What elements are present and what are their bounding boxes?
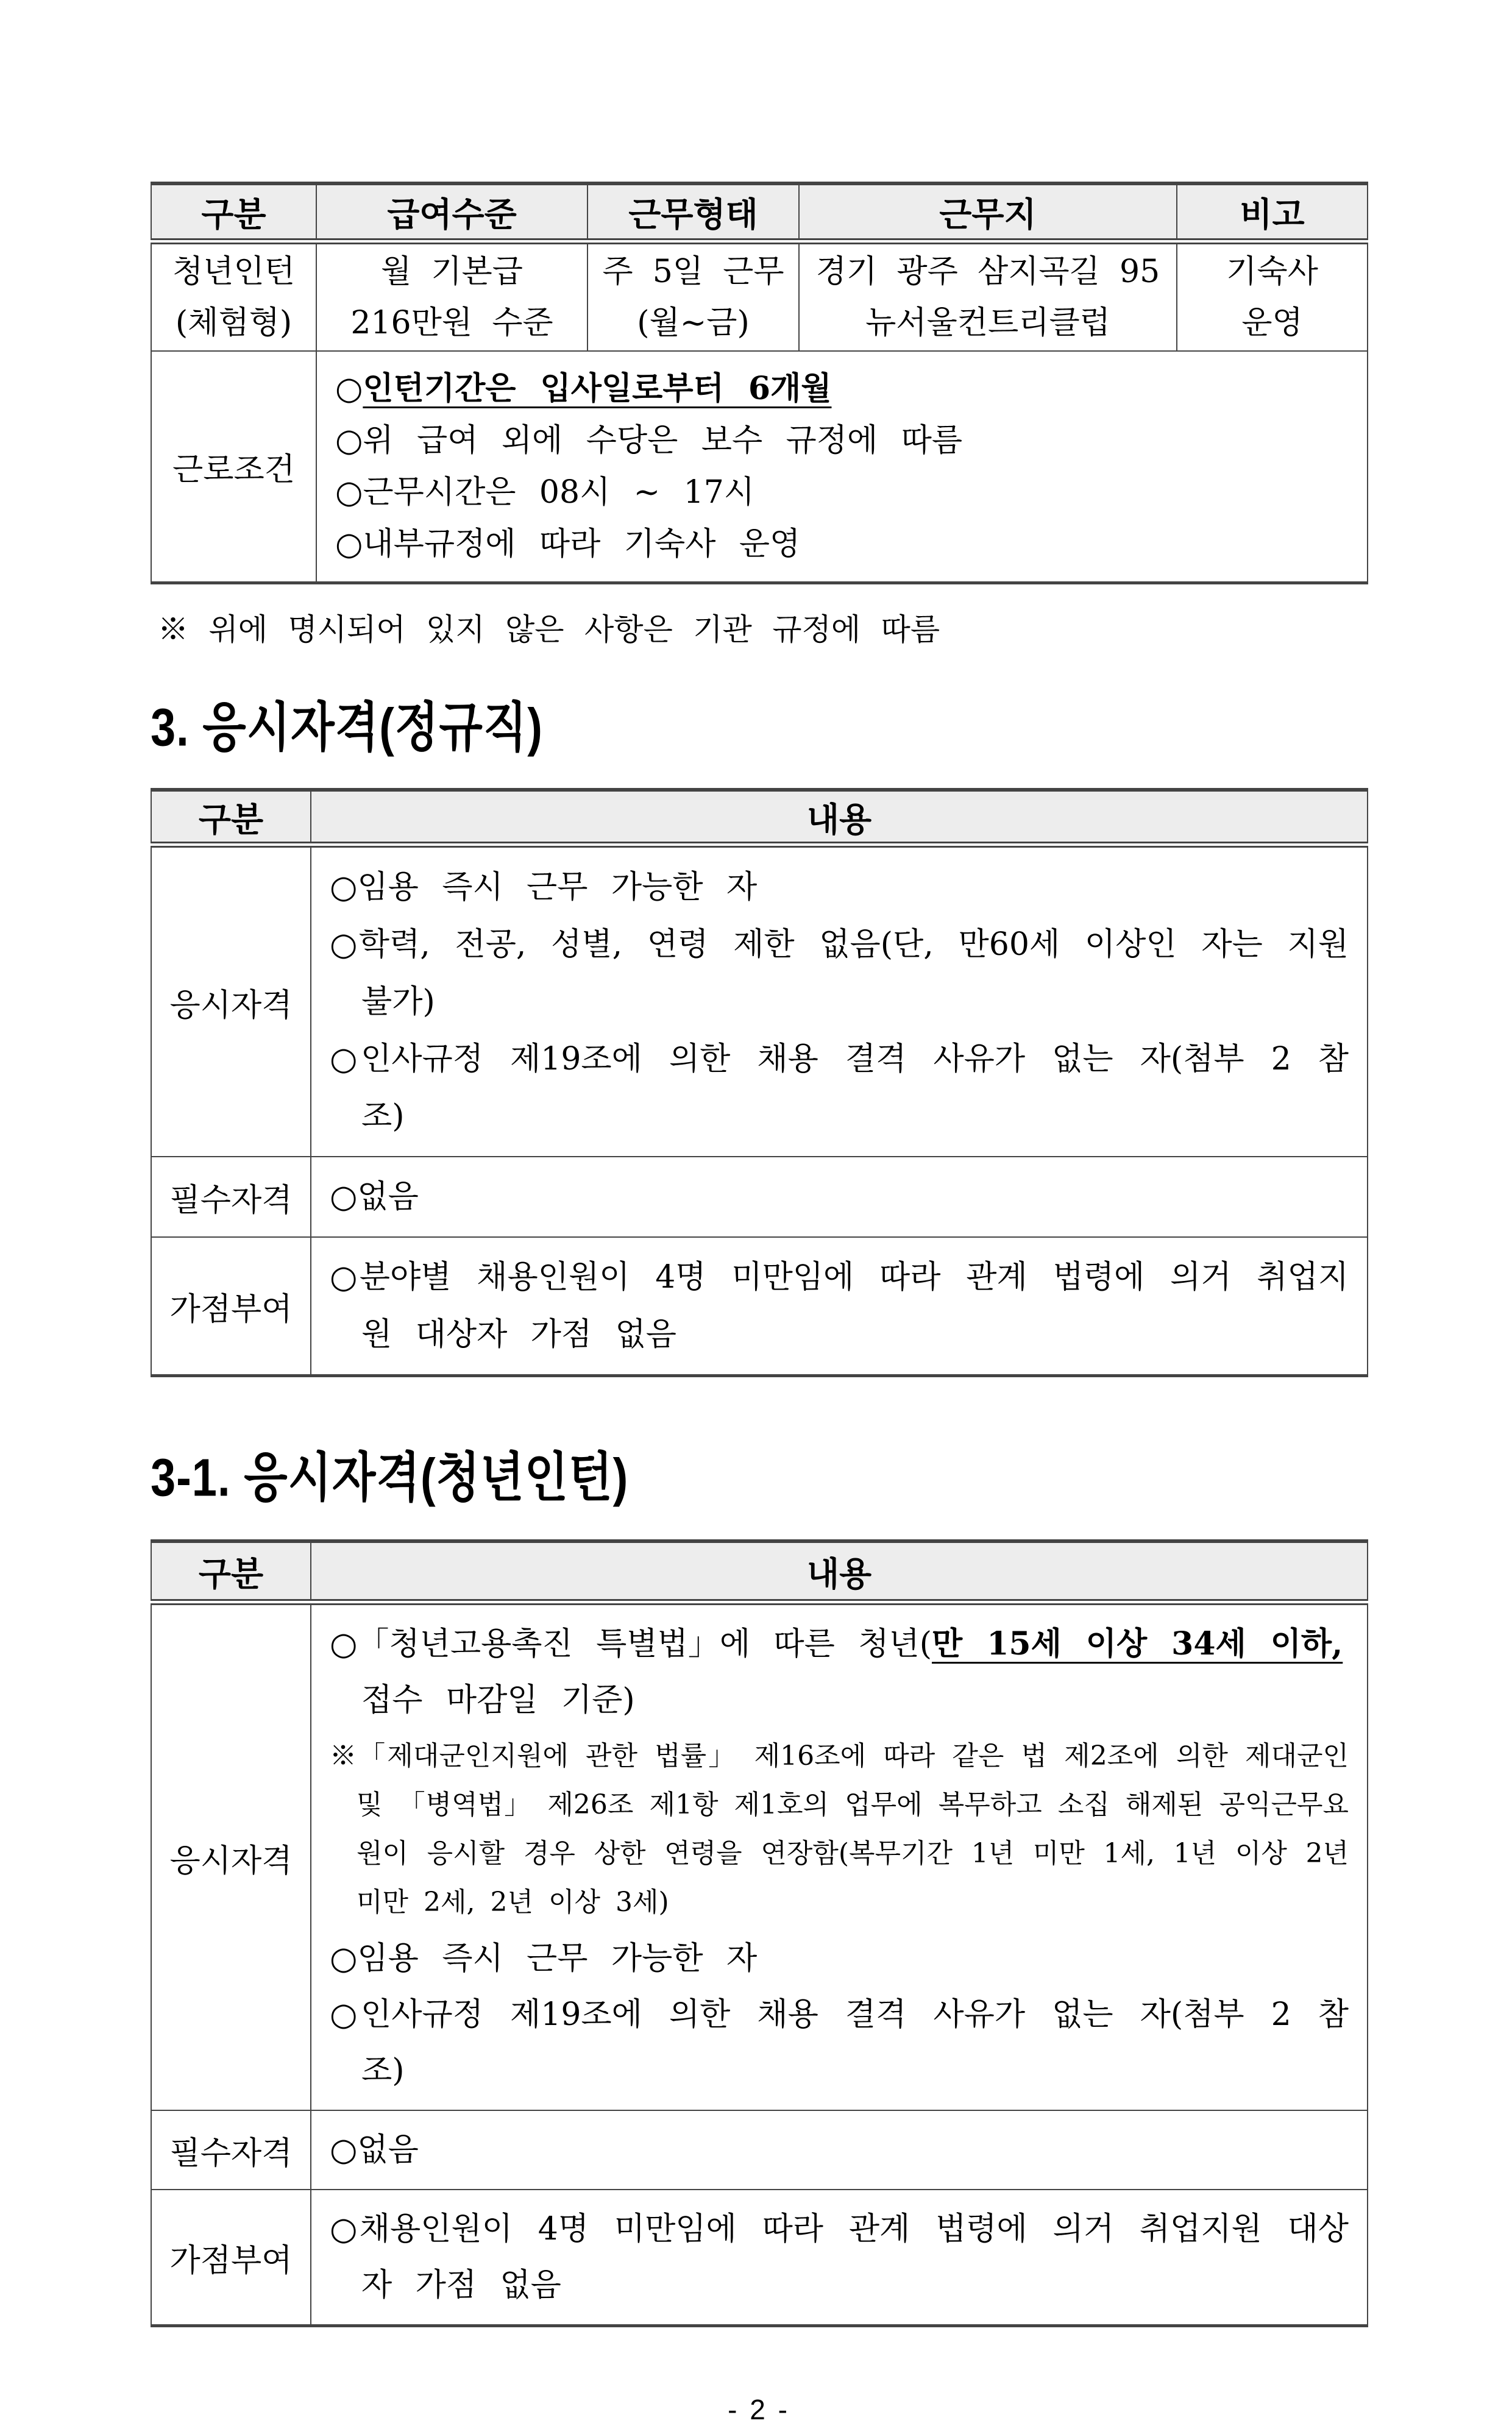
intern-remark-line2: 운영: [1241, 305, 1303, 341]
table3-bonus-row: [151, 2190, 1368, 2326]
table3-bonus-bullet-1: ○채용인원이 4명 미만임에 따라 관계 법령에 의거 취업지원 대상자 가점 없음: [330, 2211, 1349, 2304]
condition-bullet-1-text: 인턴기간은 입사일로부터 6개월: [363, 370, 832, 407]
table2-eligibility-bullet-3: ○인사규정 제19조에 의한 채용 결격 사유가 없는 자(첨부 2 참조): [330, 1041, 1349, 1135]
intern-category-cell: [151, 241, 316, 351]
table3-eligibility-bullet-2: ○임용 즉시 근무 가능한 자: [330, 1940, 758, 1977]
table2-required-content: [311, 1157, 1368, 1237]
bullet-circle-marker: ○: [335, 371, 363, 407]
table3-header-row: [151, 1541, 1368, 1602]
document-page: [0, 182, 1512, 2425]
table2-header-gubun: 구분: [151, 790, 311, 845]
table2-header-content: 내용: [311, 790, 1368, 845]
intern-salary-line1: 월 기본급: [380, 253, 524, 290]
table2-required-label: 필수자격: [151, 1157, 311, 1237]
table3-required-bullet-1: ○없음: [330, 2132, 419, 2168]
table3-eligibility-bullet-3: ○인사규정 제19조에 의한 채용 결격 사유가 없는 자(첨부 2 참조): [330, 1996, 1349, 2089]
intern-category-line1: 청년인턴: [172, 253, 295, 290]
table2-bonus-bullet-1: ○분야별 채용인원이 4명 미만임에 따라 관계 법령에 의거 취업지원 대상자 가점 없음: [330, 1259, 1349, 1353]
table3-required-content: [311, 2110, 1368, 2190]
table3-required-label: 필수자격: [151, 2110, 311, 2190]
intern-worktype-line2: (월~금): [637, 305, 750, 341]
table3-eligibility-bullet-1: [330, 1616, 1349, 1728]
intern-location-line2: 뉴서울컨트리클럽: [865, 305, 1110, 341]
document-content: [151, 182, 1367, 2426]
table2-eligibility-bullet-1: ○임용 즉시 근무 가능한 자: [330, 869, 758, 906]
reference-mark: ※: [330, 1740, 359, 1772]
table3-header-content: 내용: [311, 1541, 1368, 1602]
table2-required-bullet-1: ○없음: [330, 1179, 419, 1215]
section3-heading: [151, 697, 1367, 757]
table3-bonus-label: 가점부여: [151, 2190, 311, 2326]
table2-eligibility-row: [151, 845, 1368, 1157]
working-conditions-content: [316, 351, 1368, 583]
table3-eligibility-label: 응시자격: [151, 1602, 311, 2110]
condition-bullet-2: ○위 급여 외에 수당은 보수 규정에 따름: [335, 422, 963, 459]
intern-category-line2: (체험형): [175, 305, 293, 341]
intern-remark-line1: 기숙사: [1226, 253, 1318, 290]
table2-bonus-row: [151, 1237, 1368, 1376]
intern-salary-line2: 216만원 수준: [350, 305, 553, 341]
table1-header-worktype: 근무형태: [587, 183, 799, 241]
table3-eligibility-row: [151, 1602, 1368, 2110]
table3-bullet1-lead: 「청년고용촉진 특별법」에 따른 청년(: [357, 1626, 932, 1662]
table3-bullet1-deadline: 접수 마감일 기준): [361, 1682, 635, 1718]
intern-conditions-table: [151, 182, 1368, 584]
page-number: - 2 -: [728, 2394, 790, 2425]
eligibility-intern-table: [151, 1539, 1368, 2327]
table2-bonus-label: 가점부여: [151, 1237, 311, 1376]
condition-bullet-1: [335, 363, 1349, 415]
intern-worktype-line1: 주 5일 근무: [602, 253, 784, 290]
bullet-circle-marker: ○: [330, 1626, 358, 1662]
table1-header-row: [151, 183, 1368, 241]
table3-veteran-subnote-text: 「제대군인지원에 관한 법률」 제16조에 따라 같은 법 제2조에 의한 제대군인 및 「병역법」 제26조 제1항 제1호의 업무에 복무하고 소집 해제된 공익근무요원이 응시할 경우 상한 연령을 연장함(복무기간 1년 미만 1세, 1년 이상 2년 미만 2세, 2년 이상 3세): [357, 1740, 1349, 1918]
section31-heading-text: 3-1. 응시자격(청년인턴): [151, 1447, 629, 1508]
intern-location-line1: 경기 광주 삼지곡길 95: [815, 253, 1160, 290]
table3-eligibility-content: [311, 1602, 1368, 2110]
section31-heading: [151, 1447, 1367, 1508]
table1-footnote: ※ 위에 명시되어 있지 않은 사항은 기관 규정에 따름: [158, 612, 940, 647]
table3-veteran-subnote: [330, 1732, 1349, 1927]
condition-bullet-4: ○내부규정에 따라 기숙사 운영: [335, 526, 801, 562]
section3-heading-text: 3. 응시자격(정규직): [151, 697, 543, 757]
table2-eligibility-bullet-2: ○학력, 전공, 성별, 연령 제한 없음(단, 만60세 이상인 자는 지원 불가): [330, 926, 1349, 1020]
condition-bullet-3: ○근무시간은 08시 ~ 17시: [335, 474, 755, 511]
table2-bonus-content: [311, 1237, 1368, 1376]
table2-eligibility-content: [311, 845, 1368, 1157]
table2-required-row: [151, 1157, 1368, 1237]
table3-bullet1-age-range: 만 15세 이상 34세 이하,: [932, 1625, 1343, 1662]
table1-header-remark: 비고: [1177, 183, 1368, 241]
table1-header-location: 근무지: [799, 183, 1177, 241]
table1-header-salary: 급여수준: [316, 183, 587, 241]
table3-required-row: [151, 2110, 1368, 2190]
intern-salary-cell: [316, 241, 587, 351]
table1-header-gubun: 구분: [151, 183, 316, 241]
working-conditions-row: [151, 351, 1368, 583]
table2-eligibility-label: 응시자격: [151, 845, 311, 1157]
intern-worktype-cell: [587, 241, 799, 351]
intern-row: [151, 241, 1368, 351]
working-conditions-label: 근로조건: [151, 351, 316, 583]
eligibility-regular-table: [151, 788, 1368, 1377]
table3-bonus-content: [311, 2190, 1368, 2326]
intern-location-cell: [799, 241, 1177, 351]
intern-remark-cell: [1177, 241, 1368, 351]
table2-header-row: [151, 790, 1368, 845]
table3-header-gubun: 구분: [151, 1541, 311, 1602]
